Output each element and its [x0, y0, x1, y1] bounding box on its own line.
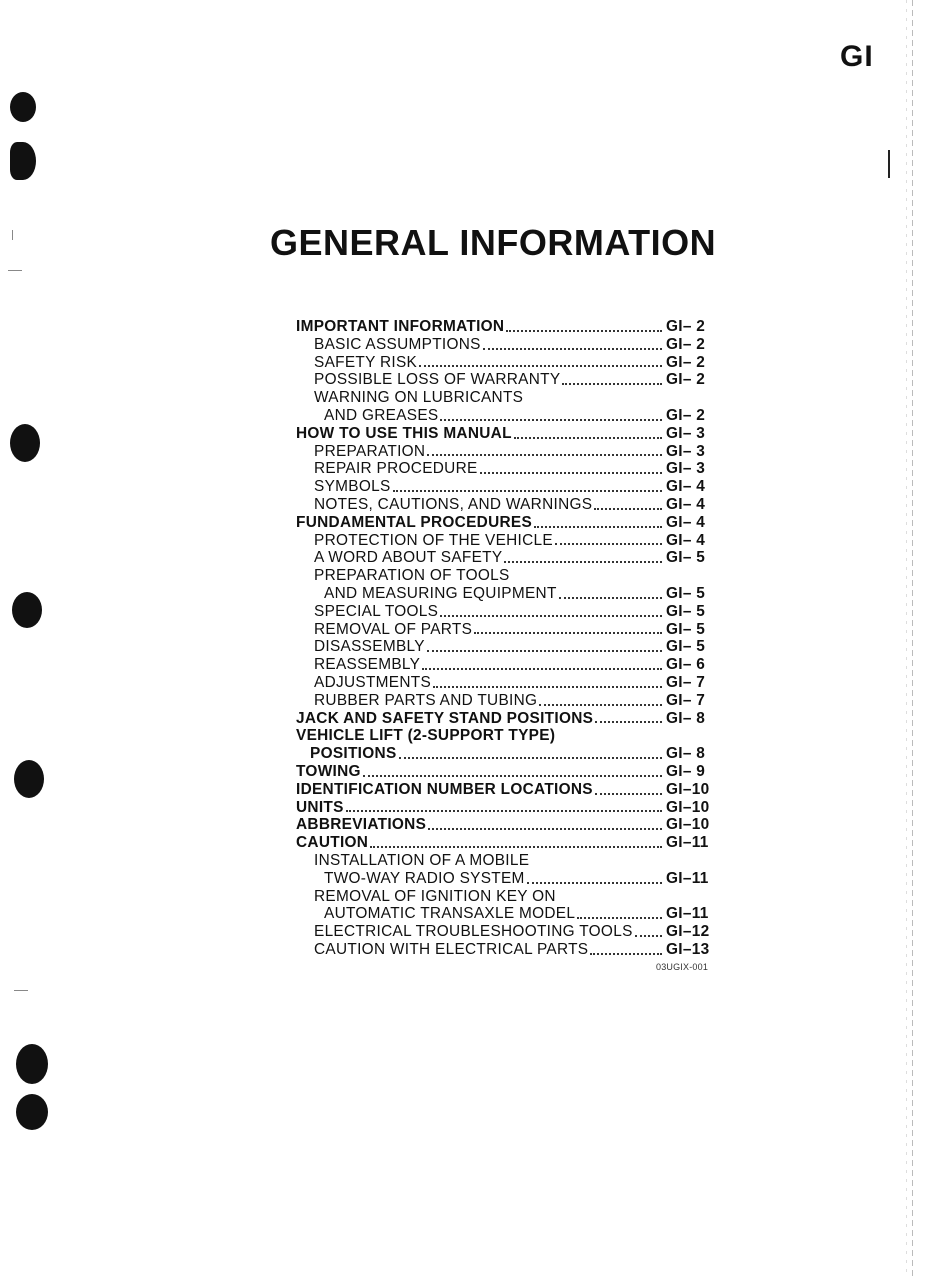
toc-entry [296, 870, 718, 888]
toc-leader-dots [427, 650, 662, 652]
toc-leader-dots [370, 846, 662, 848]
toc-entry-label: INSTALLATION OF A MOBILE [314, 851, 530, 869]
toc-leader-dots [562, 383, 662, 385]
toc-entry [296, 407, 718, 425]
toc-entry [296, 567, 718, 585]
toc-entry-page: GI– 6 [666, 656, 706, 674]
toc-entry [296, 389, 718, 407]
toc-entry [296, 656, 718, 674]
toc-entry-page: GI– 2 [666, 353, 706, 371]
toc-entry [296, 603, 718, 621]
toc-entry [296, 443, 718, 461]
toc-entry-label: DISASSEMBLY [314, 638, 425, 656]
toc-entry-page: GI–10 [666, 798, 710, 816]
scan-edge-line [912, 0, 913, 1277]
toc-entry [296, 923, 718, 941]
toc-leader-dots [419, 365, 662, 367]
toc-entry-label: A WORD ABOUT SAFETY [314, 549, 503, 567]
toc-entry-label: AND GREASES [324, 406, 439, 424]
toc-entry [296, 692, 718, 710]
toc-entry-page: GI–12 [666, 923, 710, 941]
toc-entry-label: REMOVAL OF PARTS [314, 620, 473, 638]
toc-entry-page: GI– 5 [666, 549, 706, 567]
toc-entry-label: ABBREVIATIONS [296, 816, 427, 834]
toc-entry [296, 478, 718, 496]
toc-entry-label: RUBBER PARTS AND TUBING [314, 691, 538, 709]
toc-leader-dots [514, 437, 662, 439]
toc-leader-dots [539, 704, 662, 706]
toc-entry [296, 496, 718, 514]
toc-entry-label: SYMBOLS [314, 478, 391, 496]
toc-entry-label: UNITS [296, 798, 344, 816]
toc-leader-dots [428, 828, 662, 830]
toc-leader-dots [440, 419, 662, 421]
toc-leader-dots [595, 793, 662, 795]
toc-leader-dots [534, 526, 662, 528]
toc-entry [296, 834, 718, 852]
toc-entry [296, 888, 718, 906]
toc-leader-dots [506, 330, 662, 332]
scan-speck [14, 990, 28, 991]
section-tab-mark [888, 150, 890, 178]
toc-entry-label: AND MEASURING EQUIPMENT [324, 584, 557, 602]
toc-entry-page: GI–11 [666, 834, 709, 852]
toc-entry-label: TWO-WAY RADIO SYSTEM [324, 869, 525, 887]
toc-entry-label: WARNING ON LUBRICANTS [314, 389, 524, 407]
toc-entry-page: GI–10 [666, 780, 710, 798]
toc-entry [296, 852, 718, 870]
toc-leader-dots [577, 917, 662, 919]
toc-entry-label: POSSIBLE LOSS OF WARRANTY [314, 371, 561, 389]
toc-entry [296, 514, 718, 532]
toc-entry-page: GI– 5 [666, 620, 706, 638]
toc-entry [296, 674, 718, 692]
toc-entry-label: NOTES, CAUTIONS, AND WARNINGS [314, 495, 593, 513]
binder-hole [10, 92, 36, 122]
toc-entry-label: IDENTIFICATION NUMBER LOCATIONS [296, 780, 593, 798]
toc-entry-label: CAUTION WITH ELECTRICAL PARTS [314, 940, 589, 958]
toc-entry-page: GI–10 [666, 816, 710, 834]
toc-entry-label: AUTOMATIC TRANSAXLE MODEL [324, 905, 576, 923]
toc-leader-dots [427, 454, 662, 456]
toc-entry [296, 799, 718, 817]
scan-speck [12, 230, 13, 240]
toc-entry-label: BASIC ASSUMPTIONS [314, 335, 481, 353]
toc-entry-label: JACK AND SAFETY STAND POSITIONS [296, 709, 594, 727]
binder-hole [16, 1094, 48, 1130]
toc-entry-label: IMPORTANT INFORMATION [296, 318, 505, 335]
toc-leader-dots [555, 543, 662, 545]
toc-entry-label: PROTECTION OF THE VEHICLE [314, 531, 553, 549]
page-title: GENERAL INFORMATION [270, 222, 717, 263]
toc-entry-label: SPECIAL TOOLS [314, 602, 439, 620]
toc-entry [296, 585, 718, 603]
toc-leader-dots [483, 348, 662, 350]
toc-entry [296, 763, 718, 781]
toc-entry [296, 532, 718, 550]
table-of-contents [296, 318, 718, 959]
toc-entry [296, 354, 718, 372]
toc-entry-page: GI– 3 [666, 424, 706, 442]
binder-hole [10, 424, 40, 462]
toc-leader-dots [480, 472, 662, 474]
toc-entry-page: GI– 3 [666, 460, 706, 478]
toc-entry-label: CAUTION [296, 834, 369, 852]
toc-entry-label: REPAIR PROCEDURE [314, 460, 478, 478]
toc-entry-page: GI– 2 [666, 335, 706, 353]
toc-entry [296, 336, 718, 354]
toc-entry [296, 318, 718, 336]
toc-entry-page: GI– 2 [666, 318, 706, 335]
toc-leader-dots [440, 615, 662, 617]
toc-entry [296, 638, 718, 656]
toc-leader-dots [590, 953, 662, 955]
toc-entry-page: GI– 2 [666, 371, 706, 389]
toc-entry-page: GI–13 [666, 940, 710, 958]
toc-leader-dots [399, 757, 662, 759]
toc-entry-page: GI– 4 [666, 495, 706, 513]
toc-entry [296, 816, 718, 834]
toc-entry [296, 621, 718, 639]
toc-leader-dots [393, 490, 662, 492]
toc-entry-page: GI– 4 [666, 531, 706, 549]
scan-edge-line [906, 0, 907, 1277]
binder-hole [12, 592, 42, 628]
section-tag: GI [840, 40, 874, 73]
toc-entry [296, 710, 718, 728]
toc-entry [296, 905, 718, 923]
binder-hole [16, 1044, 48, 1084]
toc-entry-label: TOWING [296, 762, 361, 780]
toc-leader-dots [527, 882, 662, 884]
toc-entry [296, 941, 718, 959]
toc-entry-page: GI– 5 [666, 602, 706, 620]
toc-entry [296, 781, 718, 799]
toc-entry [296, 425, 718, 443]
document-code: 03UGIX-001 [656, 962, 709, 972]
toc-leader-dots [474, 632, 662, 634]
toc-entry-page: GI– 8 [666, 709, 706, 727]
toc-entry-label: VEHICLE LIFT (2-SUPPORT TYPE) [296, 727, 556, 745]
toc-entry-page: GI– 4 [666, 478, 706, 496]
toc-entry-label: FUNDAMENTAL PROCEDURES [296, 513, 533, 531]
toc-entry-page: GI–11 [666, 869, 709, 887]
toc-entry-label: ELECTRICAL TROUBLESHOOTING TOOLS [314, 923, 633, 941]
toc-entry-label: REASSEMBLY [314, 656, 421, 674]
toc-entry-label: SAFETY RISK [314, 353, 418, 371]
toc-entry [296, 549, 718, 567]
toc-entry-label: PREPARATION OF TOOLS [314, 567, 510, 585]
scan-speck [8, 270, 22, 271]
toc-leader-dots [635, 935, 662, 937]
toc-leader-dots [504, 561, 662, 563]
toc-entry-page: GI–11 [666, 905, 709, 923]
toc-entry-page: GI– 2 [666, 406, 706, 424]
binder-hole [10, 142, 36, 180]
toc-leader-dots [433, 686, 662, 688]
toc-entry-page: GI– 7 [666, 691, 706, 709]
toc-entry [296, 745, 718, 763]
toc-entry [296, 371, 718, 389]
toc-entry-label: ADJUSTMENTS [314, 673, 432, 691]
toc-entry [296, 460, 718, 478]
toc-entry-label: PREPARATION [314, 442, 426, 460]
toc-entry-page: GI– 3 [666, 442, 706, 460]
toc-leader-dots [422, 668, 662, 670]
toc-entry-page: GI– 5 [666, 638, 706, 656]
toc-leader-dots [363, 775, 662, 777]
toc-entry-label: REMOVAL OF IGNITION KEY ON [314, 887, 556, 905]
toc-entry-label: POSITIONS [310, 745, 397, 763]
toc-entry [296, 727, 718, 745]
toc-entry-page: GI– 5 [666, 584, 706, 602]
toc-entry-page: GI– 9 [666, 762, 706, 780]
toc-entry-page: GI– 4 [666, 513, 706, 531]
toc-entry-page: GI– 8 [666, 745, 706, 763]
toc-leader-dots [346, 810, 662, 812]
toc-leader-dots [559, 597, 662, 599]
binder-hole [14, 760, 44, 798]
toc-entry-page: GI– 7 [666, 673, 706, 691]
toc-leader-dots [595, 721, 662, 723]
toc-leader-dots [594, 508, 662, 510]
toc-entry-label: HOW TO USE THIS MANUAL [296, 424, 512, 442]
